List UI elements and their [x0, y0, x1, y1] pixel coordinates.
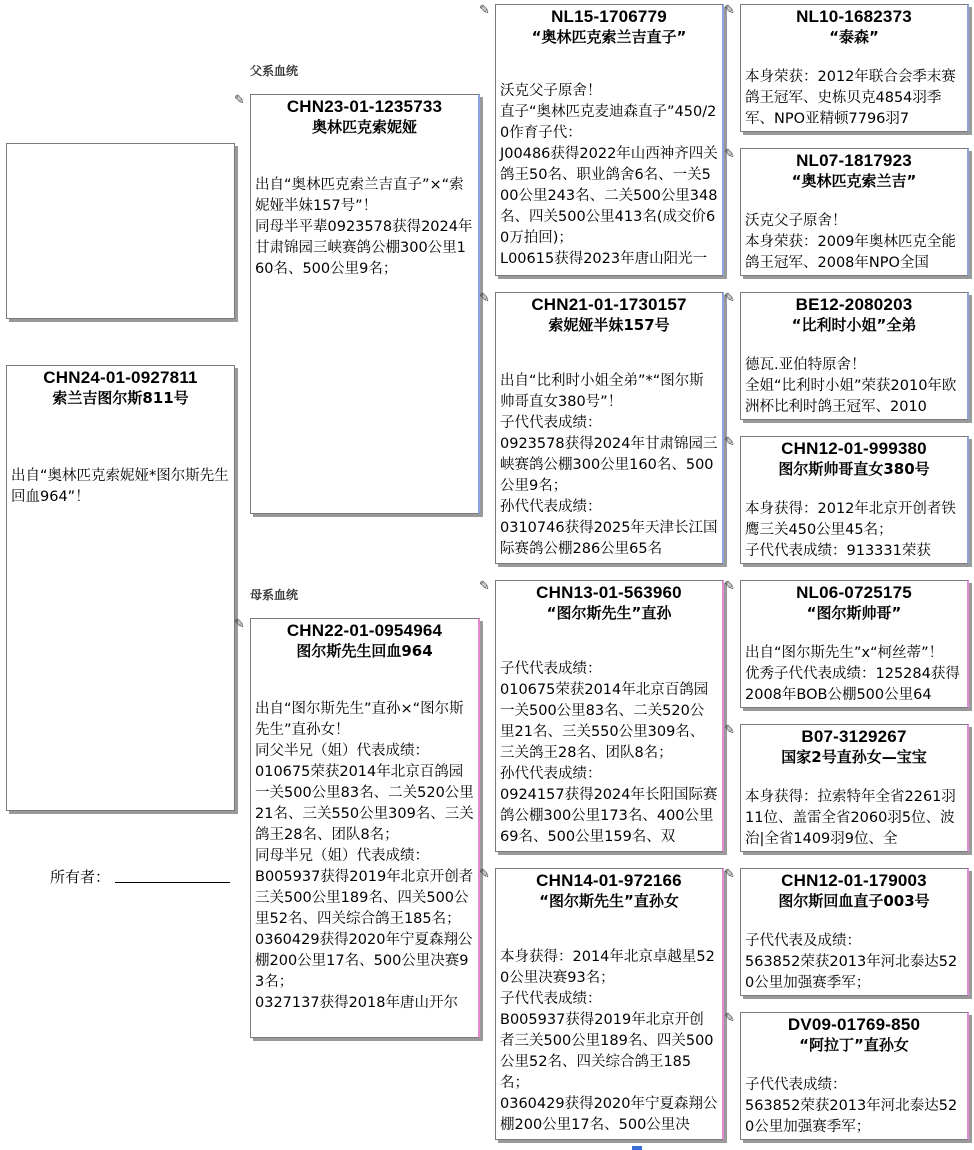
dss-card[interactable]	[740, 580, 969, 708]
edit-icon[interactable]: ✎	[724, 435, 735, 450]
sire-dam-name: 索妮娅半妹157号	[548, 316, 670, 334]
ddd-description: 子代代表成绩： 563852荣获2013年河北泰达520公里加强赛季军；	[745, 1077, 958, 1135]
edit-icon[interactable]: ✎	[724, 3, 735, 18]
sdd-name: 图尔斯帅哥直女380号	[778, 460, 930, 478]
edit-icon[interactable]: ✎	[234, 93, 245, 108]
dam-description: 出自“图尔斯先生”直孙×“图尔斯先生”直孙女！ 同父半兄（姐）代表成绩： 010675荣获2014年北京百鸽园一关500公里83名、二关520公里21名、三关550公里309名、三关鸽王28名、团队8名； 同母半兄（姐）代表成绩： B005937获得2019年北京开创者三关500公里189名、四关500公里52名、四关综合鸽王185名； 0360429获得2020年宁夏森翔公棚200公里17名、500公里决赛93名； 0327137获得2018年唐山开尔	[255, 701, 474, 1011]
sds-name: “比利时小姐”全弟	[791, 316, 917, 334]
ddd-name: “阿拉丁”直孙女	[799, 1036, 909, 1054]
edit-icon[interactable]: ✎	[479, 867, 490, 882]
edit-icon[interactable]: ✎	[724, 291, 735, 306]
subject-name: 索兰吉图尔斯811号	[52, 389, 189, 407]
dss-ring-number: NL06-0725175	[796, 583, 912, 602]
ssd-ring-number: NL07-1817923	[796, 151, 912, 170]
subject-card[interactable]	[6, 365, 235, 811]
dsd-card[interactable]	[740, 724, 969, 852]
sss-name: “泰森”	[829, 28, 879, 46]
sire-ring-number: CHN23-01-1235733	[286, 97, 443, 116]
dsd-name: 国家2号直孙女—宝宝	[781, 748, 927, 766]
dam-dam-description: 本身获得：2014年北京卓越星520公里决赛93名； 子代代表成绩： B005937获得2019年北京开创者三关500公里189名、四关500公里52名、四关综合鸽王185名； 0360429获得2020年宁夏森翔公棚200公里17名、500公里决	[500, 949, 718, 1133]
sss-ring-number: NL10-1682373	[796, 7, 912, 26]
ddd-ring-number: DV09-01769-850	[787, 1015, 921, 1034]
dam-sire-description: 子代代表成绩： 010675荣获2014年北京百鸽园一关500公里83名、二关520公里21名、三关550公里309名、三关鸽王28名、团队8名； 孙代代表成绩： 0924157获得2024年长阳国际赛鸽公棚300公里173名、400公里69名、500公里159名、双	[500, 661, 718, 845]
edit-icon[interactable]: ✎	[234, 617, 245, 632]
edit-icon[interactable]: ✎	[479, 3, 490, 18]
sdd-card[interactable]	[740, 436, 969, 564]
sdd-ring-number: CHN12-01-999380	[781, 439, 927, 458]
owner-signature-line[interactable]	[115, 882, 230, 883]
dds-name: 图尔斯回血直子003号	[778, 892, 930, 910]
dds-description: 子代代表及成绩： 563852荣获2013年河北泰达520公里加强赛季军；	[745, 933, 958, 991]
dam-sire-ring-number: CHN13-01-563960	[536, 583, 682, 602]
sire-sire-ring-number: NL15-1706779	[551, 7, 667, 26]
sire-sire-card[interactable]	[495, 4, 724, 276]
subject-description: 出自“奥林匹克索妮娅*图尔斯先生回血964”！	[11, 468, 229, 505]
dam-name: 图尔斯先生回血964	[296, 642, 433, 660]
sire-sire-name: “奥林匹克索兰吉直子”	[531, 28, 687, 46]
dss-description: 出自“图尔斯先生”x“柯丝蒂”！ 优秀子代代表成绩：125284获得2008年BOB公棚500公里64	[745, 645, 960, 703]
sds-card[interactable]	[740, 292, 969, 420]
dam-sire-name: “图尔斯先生”直孙	[546, 604, 672, 622]
ssd-name: “奥林匹克索兰吉”	[791, 172, 917, 190]
dds-ring-number: CHN12-01-179003	[781, 871, 927, 890]
dds-card[interactable]	[740, 868, 969, 996]
ssd-card[interactable]	[740, 148, 969, 276]
sire-card[interactable]	[250, 94, 480, 514]
sds-ring-number: BE12-2080203	[795, 295, 913, 314]
sire-dam-description: 出自“比利时小姐全弟”*“图尔斯帅哥直女380号”！ 子代代表成绩： 0923578获得2024年甘肃锦园三峡赛鸽公棚300公里160名、500公里9名； 孙代代表成绩： 0310746获得2025年天津长江国际赛鸽公棚286公里65名	[500, 373, 718, 557]
dam-section-label: 母系血统	[250, 588, 299, 602]
sdd-description: 本身获得：2012年北京开创者铁鹰三关450公里45名； 子代代表成绩：913331荣获	[745, 501, 956, 559]
ssd-description: 沃克父子原舍！ 本身荣获：2009年奥林匹克全能鸽王冠军、2008年NPO全国	[745, 213, 956, 271]
edit-icon[interactable]: ✎	[724, 723, 735, 738]
dam-dam-card[interactable]	[495, 868, 724, 1140]
sds-description: 德瓦.亚伯特原舍！ 全姐“比利时小姐”荣获2010年欧洲杯比利时鸽王冠军、2010	[745, 357, 957, 415]
dam-card[interactable]	[250, 618, 480, 1038]
sire-dam-ring-number: CHN21-01-1730157	[531, 295, 687, 314]
edit-icon[interactable]: ✎	[724, 1011, 735, 1026]
edit-icon[interactable]: ✎	[724, 579, 735, 594]
dam-dam-name: “图尔斯先生”直孙女	[539, 892, 679, 910]
edit-icon[interactable]: ✎	[724, 147, 735, 162]
subject-ring-number: CHN24-01-0927811	[43, 368, 198, 387]
sire-name: 奥林匹克索妮娅	[311, 118, 417, 136]
dam-dam-ring-number: CHN14-01-972166	[536, 871, 682, 890]
edit-icon[interactable]: ✎	[479, 579, 490, 594]
dam-ring-number: CHN22-01-0954964	[286, 621, 443, 640]
sire-section-label: 父系血统	[250, 64, 299, 78]
dsd-ring-number: B07-3129267	[801, 727, 907, 746]
sss-card[interactable]	[740, 4, 969, 132]
dss-name: “图尔斯帅哥”	[806, 604, 902, 622]
sire-sire-description: 沃克父子原舍！ 直子“奥林匹克麦迪森直子”450/20作育子代： J00486获得2022年山西神齐四关鸽王50名、职业鸽舍6名、一关500公里243名、二关500公里348名、四关500公里413名(成交价60万拍回)； L00615获得2023年唐山阳光一	[500, 83, 718, 267]
sss-description: 本身荣获：2012年联合会季末赛鸽王冠军、史栋贝克4854羽季军、NPO亚精顿7796羽7	[745, 69, 956, 127]
photo-frame	[6, 143, 235, 319]
sire-description: 出自“奥林匹克索兰吉直子”×“索妮娅半妹157号”！ 同母半平辈0923578获得2024年甘肃锦园三峡赛鸽公棚300公里160名、500公里9名；	[255, 177, 473, 277]
owner-label: 所有者：	[50, 868, 111, 886]
dsd-description: 本身获得：拉索特年全省2261羽11位、盖雷全省2060羽5位、波治|全省1409羽9位、全	[745, 789, 956, 847]
sire-dam-card[interactable]	[495, 292, 724, 564]
edit-icon[interactable]: ✎	[724, 867, 735, 882]
dam-sire-card[interactable]	[495, 580, 724, 852]
resize-handle[interactable]	[632, 1146, 642, 1150]
ddd-card[interactable]	[740, 1012, 969, 1140]
edit-icon[interactable]: ✎	[479, 291, 490, 306]
